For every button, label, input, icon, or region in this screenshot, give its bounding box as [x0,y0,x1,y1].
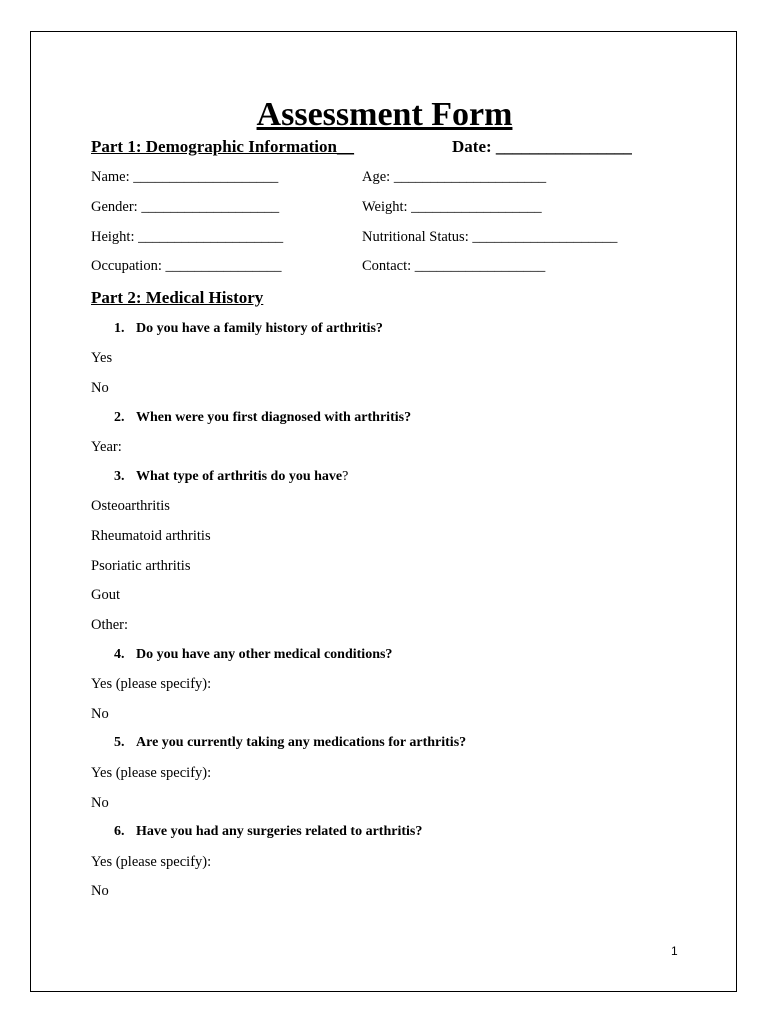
part2-heading: Part 2: Medical History [91,288,264,307]
question-5 [114,735,466,751]
option-q3-osteoarthritis[interactable]: Osteoarthritis [91,498,170,514]
option-q5-no[interactable]: No [91,795,109,811]
option-q3-psoriatic[interactable]: Psoriatic arthritis [91,558,191,574]
weight-blank[interactable]: __________________ [411,199,542,215]
question-number: 1. [114,321,125,336]
nutritional-status-field [362,229,617,246]
question-number: 6. [114,824,125,839]
height-label: Height: [91,229,135,245]
part1-heading-trail: __ [337,137,354,156]
question-number: 3. [114,469,125,484]
occupation-field [91,258,282,275]
date-label: Date: [452,137,492,156]
question-text: Have you had any surgeries related to arthritis? [136,824,423,839]
option-q3-rheumatoid[interactable]: Rheumatoid arthritis [91,528,211,544]
contact-blank[interactable]: __________________ [414,258,546,274]
height-field [91,229,283,246]
age-field [362,169,546,186]
contact-field [362,258,545,275]
gender-field [91,199,279,216]
form-title: Assessment Form [256,96,513,133]
page-number: 1 [671,944,678,958]
option-q3-other[interactable]: Other: [91,617,129,633]
part1-heading-text: Part 1: Demographic Information [91,137,337,156]
name-label: Name: [91,169,130,185]
gender-label: Gender: [91,199,138,215]
question-text: Are you currently taking any medications for arthritis? [136,735,467,750]
weight-label: Weight: [362,199,408,215]
question-4 [114,647,392,663]
question-trail: ? [342,469,349,484]
question-number: 2. [114,410,125,425]
question-2 [114,410,411,426]
nutritional-status-label: Nutritional Status: [362,229,469,245]
nutritional-status-blank[interactable]: ____________________ [472,229,618,245]
date-blank[interactable]: ________________ [495,137,632,156]
part1-heading [91,137,354,157]
age-blank[interactable]: _____________________ [393,169,547,185]
option-q4-no[interactable]: No [91,706,109,722]
question-number: 4. [114,647,125,662]
question-number: 5. [114,735,125,750]
document-page [30,31,737,992]
question-text: Do you have a family history of arthritis? [136,321,383,336]
option-q1-no[interactable]: No [91,380,109,396]
question-3 [114,469,348,485]
question-text: Do you have any other medical conditions? [136,647,393,662]
option-q3-gout[interactable]: Gout [91,587,120,603]
weight-field [362,199,542,216]
option-q6-no[interactable]: No [91,883,109,899]
name-field [91,169,278,186]
option-q6-yes[interactable]: Yes (please specify): [91,854,212,870]
option-q1-yes[interactable]: Yes [91,350,113,366]
option-q4-yes[interactable]: Yes (please specify): [91,676,212,692]
gender-blank[interactable]: ___________________ [141,199,280,215]
date-field [452,137,632,157]
option-q5-yes[interactable]: Yes (please specify): [91,765,212,781]
question-1 [114,321,383,337]
question-6 [114,824,422,840]
option-q2-year[interactable]: Year: [91,439,122,455]
age-label: Age: [362,169,391,185]
contact-label: Contact: [362,258,412,274]
name-blank[interactable]: ____________________ [133,169,279,185]
occupation-blank[interactable]: ________________ [165,258,282,274]
height-blank[interactable]: ____________________ [138,229,284,245]
question-text: What type of arthritis do you have [136,469,343,484]
question-text: When were you first diagnosed with arthritis? [136,410,412,425]
occupation-label: Occupation: [91,258,162,274]
